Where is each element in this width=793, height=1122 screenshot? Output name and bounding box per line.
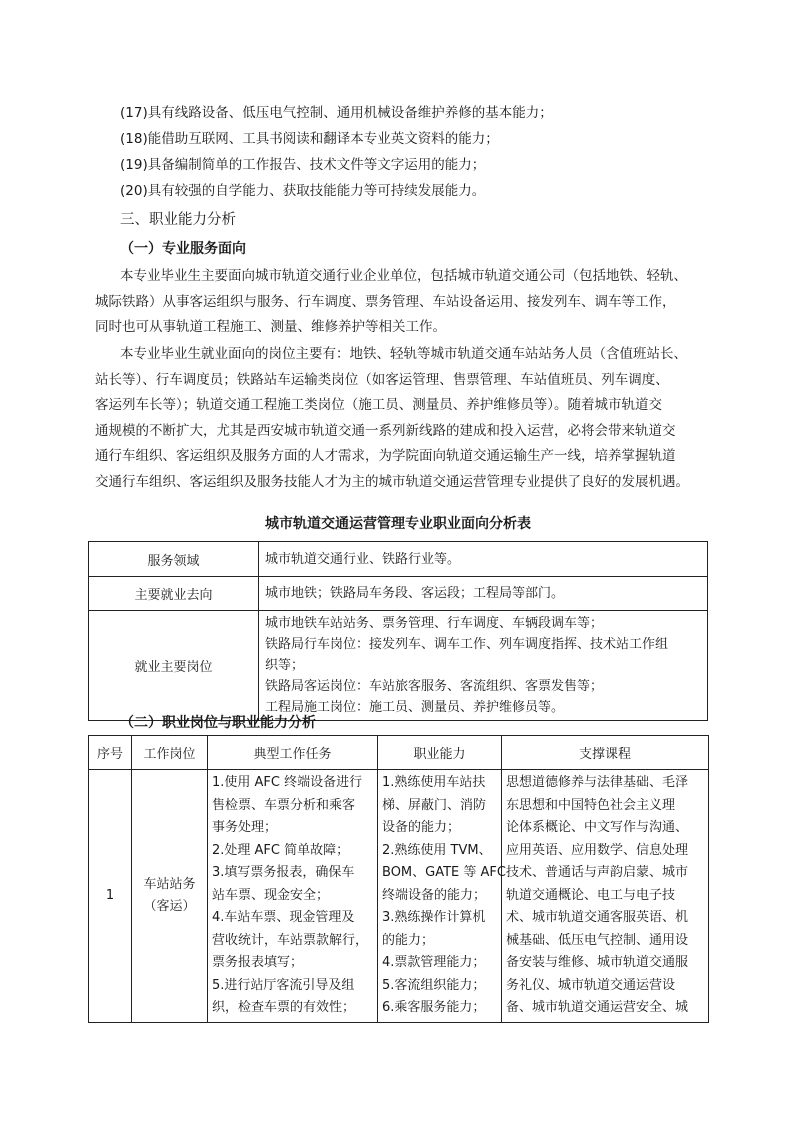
post-line: （客运） — [143, 899, 196, 914]
typical-tasks — [208, 770, 378, 1023]
task-line: 营收统计，车站票款解行， — [212, 932, 369, 948]
value-line: 铁路局客运岗位：车站旅客服务、客流组织、客票发售等； — [265, 679, 604, 694]
paragraph-line: 城际铁路）从事客运组织与服务、行车调度、票务管理、车站设备运用、接发列车、调车等工作， — [95, 293, 676, 310]
task-line: 2.处理 AFC 简单故障； — [212, 842, 350, 858]
course-line: 术、城市轨道交通客服英语、机 — [506, 910, 689, 925]
row-key: 主要就业去向 — [89, 577, 259, 611]
subsection-heading: （一）专业服务面向 — [120, 241, 246, 257]
ability-item: (20)具有较强的自学能力、获取技能能力等可持续发展能力。 — [120, 183, 486, 199]
column-header: 序号 — [89, 736, 132, 770]
ability-line: 4.票款管理能力； — [382, 955, 486, 970]
course-line: 轨道交通概论、电工与电子技 — [506, 887, 676, 903]
ability-item: (18)能借助互联网、工具书阅读和翻译本专业英文资料的能力； — [120, 131, 499, 147]
paragraph-2 — [95, 342, 707, 496]
paragraph-line: 本专业毕业生主要面向城市轨道交通行业企业单位，包括城市轨道交通公司（包括地铁、轻轨、 — [120, 268, 687, 284]
table-row — [89, 542, 708, 577]
course-line: 械基础、低压电气控制、通用设 — [506, 932, 689, 948]
course-line: 思想道德修养与法律基础、毛泽 — [506, 775, 689, 790]
course-line: 应用英语、应用数学、信息处理 — [506, 842, 689, 858]
ability-line: 的能力； — [382, 932, 435, 948]
ability-line: 2.熟练使用 TVM、 — [382, 842, 492, 858]
ability-line: 设备的能力； — [382, 820, 461, 835]
table-row — [89, 611, 708, 721]
column-header: 典型工作任务 — [208, 736, 378, 770]
task-line: 票务报表填写； — [212, 955, 304, 970]
supporting-courses — [502, 770, 709, 1023]
ability-line: 6.乘客服务能力； — [382, 1000, 486, 1015]
course-line: 备安装与维修、城市轨道交通服 — [506, 955, 689, 970]
task-line: 3.填写票务报表，确保车 — [212, 865, 355, 880]
ability-item: (19)具备编制简单的工作报告、技术文件等文字运用的能力； — [120, 157, 486, 173]
course-line: 东思想和中国特色社会主义理 — [506, 797, 676, 813]
section-heading: 三、职业能力分析 — [120, 212, 236, 228]
ability-item: (17)具有线路设备、低压电气控制、通用机械设备维护养修的基本能力； — [120, 105, 553, 121]
course-line: 技术、普通话与声韵启蒙、城市 — [506, 865, 689, 880]
table-header-row — [89, 736, 709, 770]
paragraph-line: 客运列车长等）；轨道交通工程施工类岗位（施工员、测量员、养护维修员等）。随着城市轨道交 — [95, 397, 662, 414]
table-caption: 城市轨道交通运营管理专业职业面向分析表 — [265, 516, 531, 532]
row-value — [259, 577, 708, 611]
paragraph-line: 本专业毕业生就业面向的岗位主要有：地铁、轻轨等城市轨道交通车站站务人员（含值班站长、 — [120, 346, 687, 362]
table-row — [89, 770, 709, 1023]
row-key: 就业主要岗位 — [89, 611, 259, 721]
ability-line: 1.熟练使用车站扶 — [382, 775, 486, 790]
column-header: 职业能力 — [378, 736, 502, 770]
value-line: 城市地铁；铁路局车务段、客运段；工程局等部门。 — [265, 586, 565, 601]
course-line: 务礼仪、城市轨道交通运营设 — [506, 977, 676, 993]
paragraph-1 — [95, 264, 707, 341]
value-line: 城市轨道交通行业、铁路行业等。 — [265, 551, 461, 567]
value-line: 城市地铁车站站务、票务管理、行车调度、车辆段调车等； — [265, 616, 604, 631]
ability-line: 3.熟练操作计算机 — [382, 910, 486, 925]
row-number: 1 — [89, 770, 132, 1023]
career-orientation-table — [88, 541, 708, 721]
paragraph-line: 通行车组织、客运组织及服务方面的人才需求，为学院面向轨道交通运输生产一线，培养掌握轨道 — [95, 448, 676, 465]
task-line: 站车票、现金安全； — [212, 887, 330, 903]
value-line: 织等； — [265, 658, 305, 673]
row-value — [259, 611, 708, 721]
task-line: 织，检查车票的有效性； — [212, 1000, 356, 1015]
job-abilities — [378, 770, 506, 1023]
column-header: 支撑课程 — [502, 736, 709, 770]
course-line: 论体系概论、中文写作与沟通、 — [506, 820, 689, 835]
value-line: 铁路局行车岗位：接发列车、调车工作、列车调度指挥、技术站工作组 — [265, 637, 669, 652]
ability-line: 梯、屏蔽门、消防 — [382, 797, 487, 813]
task-line: 事务处理； — [212, 820, 278, 835]
post-line: 车站站务 — [143, 876, 196, 892]
task-line: 4.车站车票、现金管理及 — [212, 910, 355, 925]
job-ability-table — [88, 735, 709, 1023]
paragraph-line: 交通行车组织、客运组织及服务技能人才为主的城市轨道交通运营管理专业提供了良好的发展机遇。 — [95, 473, 689, 490]
paragraph-line: 同时也可从事轨道工程施工、测量、维修养护等相关工作。 — [95, 319, 446, 336]
paragraph-line: 通规模的不断扩大，尤其是西安城市轨道交通一系列新线路的建成和投入运营，必将会带来轨道交 — [95, 422, 676, 439]
subsection-heading: （二）职业岗位与职业能力分析 — [120, 715, 316, 731]
value-line: 工程局施工岗位：施工员、测量员、养护维修员等。 — [265, 700, 565, 715]
column-header: 工作岗位 — [132, 736, 208, 770]
ability-line: 5.客流组织能力； — [382, 977, 486, 993]
row-key: 服务领域 — [89, 542, 259, 577]
paragraph-line: 站长等）、行车调度员；铁路站车运输类岗位（如客运管理、售票管理、车站值班员、列车调度、 — [95, 371, 669, 388]
task-line: 5.进行站厅客流引导及组 — [212, 977, 355, 993]
task-line: 售检票、车票分析和乘客 — [212, 797, 356, 813]
course-line: 备、城市轨道交通运营安全、城 — [506, 1000, 689, 1015]
task-line: 1.使用 AFC 终端设备进行 — [212, 775, 363, 790]
ability-line: BOM、GATE 等 AFC — [382, 865, 506, 880]
ability-line: 终端设备的能力； — [382, 887, 487, 903]
row-value — [259, 542, 708, 577]
job-post — [132, 770, 208, 1023]
table-row — [89, 577, 708, 611]
